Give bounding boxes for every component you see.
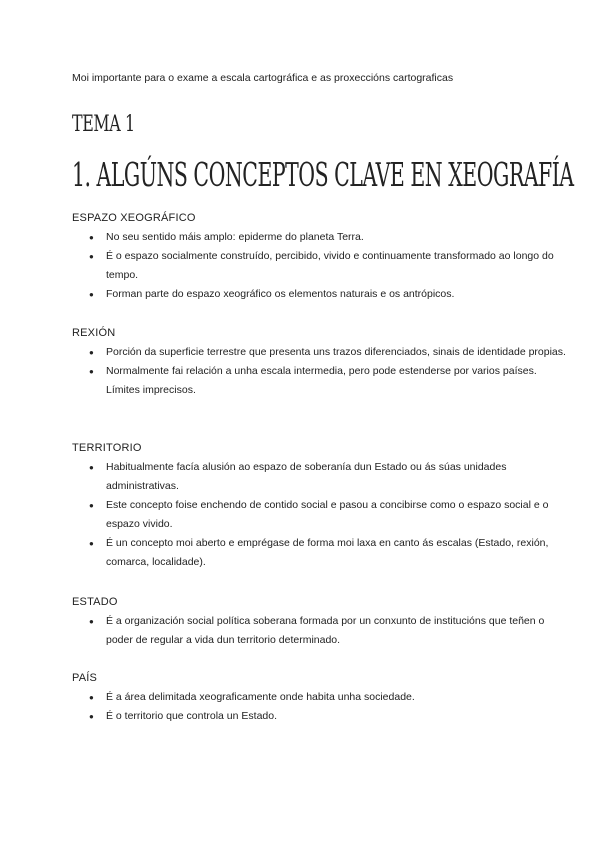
bullet-list: [72, 458, 572, 572]
bullet-icon: ●: [89, 290, 94, 299]
list-item: ● Este concepto foise enchendo de contido social e pasou a concibirse como o espazo social e o espazo vivido.: [72, 496, 572, 534]
tema-heading: TEMA 1: [72, 112, 135, 137]
exam-note: Moi importante para o exame a escala cartográfica e as proxeccións cartograficas: [72, 72, 454, 84]
list-item: ● É a organización social política soberana formada por un conxunto de institucións que teñen o poder de regular a vida dun territorio determinado.: [72, 612, 572, 650]
section-heading: TERRITORIO: [72, 442, 142, 454]
bullet-list: [72, 343, 572, 400]
bullet-icon: ●: [89, 252, 94, 261]
bullet-list: [72, 228, 572, 304]
section-espazo-xeografico: [72, 212, 572, 304]
section-territorio: [72, 442, 572, 572]
section-pais: [72, 672, 572, 726]
bullet-icon: ●: [89, 617, 94, 626]
section-heading: ESTADO: [72, 596, 118, 608]
section-rexion: [72, 327, 572, 400]
bullet-icon: ●: [89, 367, 94, 376]
bullet-icon: ●: [89, 501, 94, 510]
list-item: ● Normalmente fai relación a unha escala intermedia, pero pode estenderse por varios países. Límites imprecisos.: [72, 362, 572, 400]
list-item: ● No seu sentido máis amplo: epiderme do planeta Terra.: [72, 228, 572, 247]
section-heading: PAÍS: [72, 672, 98, 684]
bullet-icon: ●: [89, 693, 94, 702]
section-heading: ESPAZO XEOGRÁFICO: [72, 212, 196, 224]
list-item: ● É o espazo socialmente construído, percibido, vivido e continuamente transformado ao longo do tempo.: [72, 247, 572, 285]
page-title: 1. ALGÚNS CONCEPTOS CLAVE EN XEOGRAFÍA: [72, 155, 574, 194]
bullet-icon: ●: [89, 463, 94, 472]
section-estado: [72, 596, 572, 650]
list-item: ● É un concepto moi aberto e emprégase de forma moi laxa en canto ás escalas (Estado, rexión, comarca, localidade).: [72, 534, 572, 572]
bullet-list: [72, 612, 572, 650]
list-item: ● É o territorio que controla un Estado.: [72, 707, 572, 726]
bullet-icon: ●: [89, 712, 94, 721]
list-item: ● Forman parte do espazo xeográfico os elementos naturais e os antrópicos.: [72, 285, 572, 304]
list-item: ● Porción da superficie terrestre que presenta uns trazos diferenciados, sinais de identidade propias.: [72, 343, 572, 362]
bullet-icon: ●: [89, 233, 94, 242]
bullet-icon: ●: [89, 348, 94, 357]
list-item: ● É a área delimitada xeograficamente onde habita unha sociedade.: [72, 688, 572, 707]
bullet-icon: ●: [89, 539, 94, 548]
section-heading: REXIÓN: [72, 327, 116, 339]
bullet-list: [72, 688, 572, 726]
list-item: ● Habitualmente facía alusión ao espazo de soberanía dun Estado ou ás súas unidades administrativas.: [72, 458, 572, 496]
